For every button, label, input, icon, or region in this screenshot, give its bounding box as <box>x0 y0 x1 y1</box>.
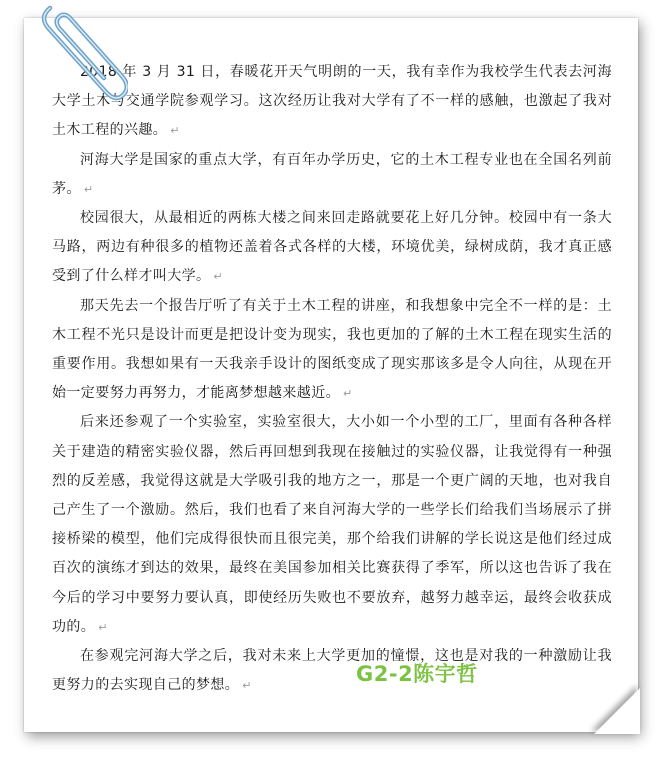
author-signature: G2-2陈宇哲 <box>356 662 478 686</box>
paragraph-mark-icon: ↵ <box>213 270 224 284</box>
paragraph-mark-icon: ↵ <box>98 620 108 634</box>
paperclip-icon <box>28 0 128 110</box>
paragraph-1 <box>52 58 612 146</box>
paragraph-text: 河海大学是国家的重点大学，有百年办学历史，它的土木工程专业也在全国名列前茅。 <box>52 151 612 197</box>
paragraph-text: 那天先去一个报告厅听了有关于土木工程的讲座，和我想象中完全不一样的是：土木工程不光只是设计而更是把设计变为现实，我也更加的了解的土木工程在现实生活的重要作用。我想如果有一天我亲手设计的图纸变成了现实那该多是令人向往，从现在开始一定要努力再努力，才能离梦想越来越近。 <box>52 297 612 402</box>
paragraph-text: 校园很大，从最相近的两栋大楼之间来回走路就要花上好几分钟。校园中有一条大马路，两边有种很多的植物还盖着各式各样的大楼，环境优美，绿树成荫，我才真正感受到了什么样才叫大学。 <box>52 210 612 285</box>
paragraph-text: 在参观完河海大学之后，我对未来上大学更加的憧憬，这也是对我的一种激励让我更努力的去实现自己的梦想。 <box>52 648 612 694</box>
paragraph-5 <box>52 408 612 642</box>
paragraph-mark-icon: ↵ <box>83 182 94 196</box>
paragraph-mark-icon: ↵ <box>343 387 353 401</box>
paragraph-6 <box>52 642 612 700</box>
page-curl <box>594 688 640 734</box>
paragraph-mark-icon: ↵ <box>170 124 180 138</box>
document-body <box>52 58 612 700</box>
paragraph-4 <box>52 292 612 409</box>
paragraph-3 <box>52 204 612 292</box>
paragraph-mark-icon: ↵ <box>242 679 252 693</box>
paragraph-text: 2018 年 3 月 31 日，春暖花开天气明朗的一天，我有幸作为我校学生代表去河海大学土木与交通学院参观学习。这次经历让我对大学有了不一样的感触，也激起了我对土木工程的兴趣。 <box>52 64 612 139</box>
document-page <box>24 18 638 732</box>
paragraph-text: 后来还参观了一个实验室，实验室很大，大小如一个小型的工厂，里面有各种各样关于建造的精密实验仪器，然后再回想到我现在接触过的实验仪器，让我觉得有一种强烈的反差感，我觉得这就是大学吸引我的地方之一，那是一个更广阔的天地，也对我自己产生了一个激励。然后，我们也看了来自河海大学的一些学长们给我们当场展示了拼接桥梁的模型，他们完成得很快而且很完美，那个给我们讲解的学长说这是他们经过成百次的演练才到达的效果，最终在美国参加相关比赛获得了季军，所以这也告诉了我在今后的学习中要努力要认真，即使经历失败也不要放弃，越努力越幸运，最终会收获成功的。 <box>52 414 612 635</box>
paragraph-2 <box>52 146 612 204</box>
